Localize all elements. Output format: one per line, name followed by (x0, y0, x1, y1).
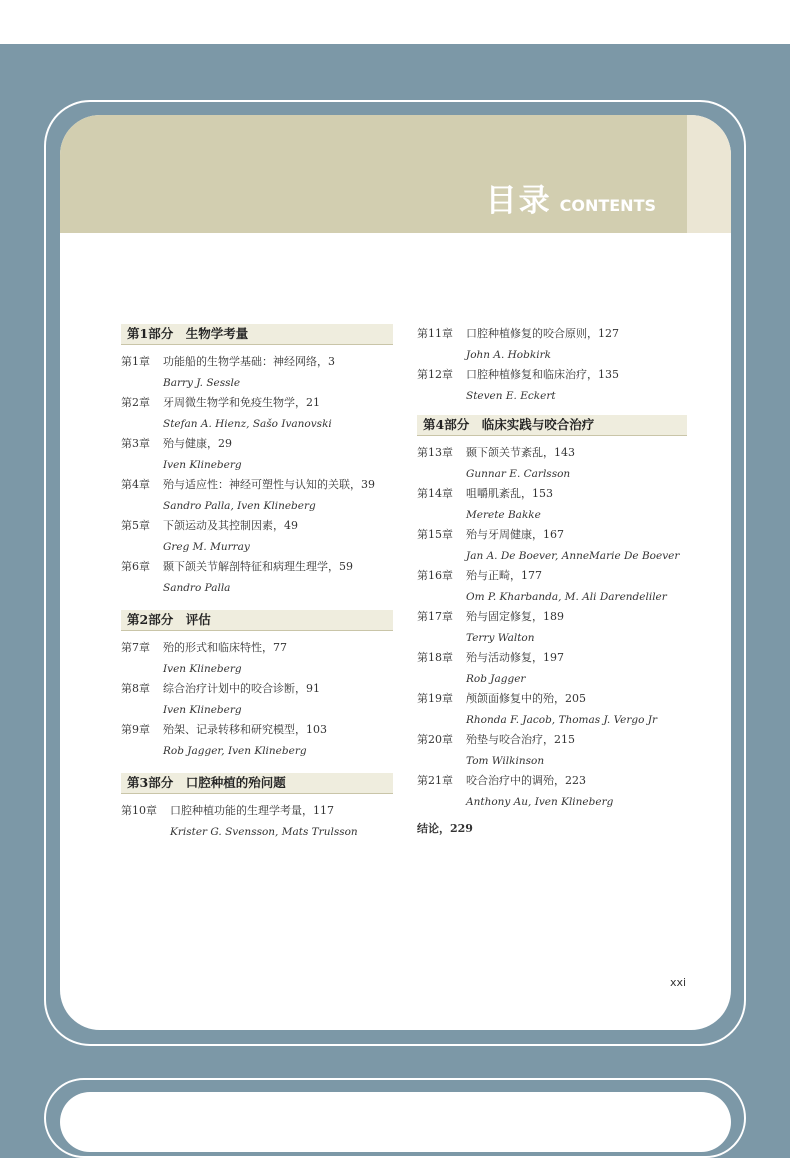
chapter-number: 第4章 (121, 478, 150, 491)
chapter-entry[interactable] (417, 607, 687, 628)
chapter-author: Tom Wilkinson (466, 754, 545, 767)
chapter-number: 第11章 (417, 327, 453, 340)
chapter-author: Barry J. Sessle (163, 376, 241, 389)
chapter-title: 殆与牙周健康，167 (466, 528, 564, 541)
chapter-number: 第19章 (417, 692, 453, 705)
conclusion-entry[interactable]: 结论，229 (417, 822, 473, 835)
chapter-title: 口腔种植修复的咬合原则，127 (466, 327, 619, 340)
chapter-entry[interactable] (121, 352, 393, 373)
right-column (417, 324, 687, 840)
chapter-author: Sandro Palla, Iven Klineberg (163, 499, 316, 512)
chapter-author: Om P. Kharbanda, M. Ali Darendeliler (466, 590, 667, 603)
chapter-number: 第14章 (417, 487, 453, 500)
chapter-number: 第21章 (417, 774, 453, 787)
chapter-number: 第5章 (121, 519, 150, 532)
chapter-number: 第16章 (417, 569, 453, 582)
chapter-title: 殆与活动修复，197 (466, 651, 564, 664)
chapter-entry[interactable] (417, 689, 687, 710)
chapter-entry[interactable] (417, 730, 687, 751)
chapter-entry[interactable] (121, 393, 393, 414)
chapter-author: John A. Hobkirk (466, 348, 551, 361)
chapter-entry[interactable] (121, 801, 393, 822)
chapter-number: 第2章 (121, 396, 150, 409)
chapter-author: Merete Bakke (466, 508, 541, 521)
chapter-number: 第17章 (417, 610, 453, 623)
chapter-entry[interactable] (121, 475, 393, 496)
chapter-author: Greg M. Murray (163, 540, 250, 553)
chapter-entry[interactable] (417, 365, 687, 386)
chapter-entry[interactable] (121, 516, 393, 537)
chapter-number: 第1章 (121, 355, 150, 368)
chapter-entry[interactable] (417, 771, 687, 792)
header-tab (687, 115, 731, 233)
chapter-title: 颞下颌关节紊乱，143 (466, 446, 575, 459)
chapter-entry[interactable] (417, 324, 687, 345)
chapter-number: 第12章 (417, 368, 453, 381)
chapter-number: 第15章 (417, 528, 453, 541)
chapter-title: 综合治疗计划中的咬合诊断，91 (163, 682, 320, 695)
chapter-number: 第18章 (417, 651, 453, 664)
chapter-title: 口腔种植功能的生理学考量，117 (170, 804, 334, 817)
chapter-title: 咀嚼肌紊乱，153 (466, 487, 553, 500)
chapter-entry[interactable] (417, 525, 687, 546)
chapter-title: 颞下颌关节解剖特征和病理生理学，59 (163, 560, 353, 573)
title-english: CONTENTS (559, 196, 656, 215)
chapter-author: Iven Klineberg (163, 458, 242, 471)
chapter-title: 殆与健康，29 (163, 437, 232, 450)
chapter-number: 第7章 (121, 641, 150, 654)
chapter-title: 殆架、记录转移和研究模型，103 (163, 723, 327, 736)
chapter-number: 第3章 (121, 437, 150, 450)
chapter-number: 第13章 (417, 446, 453, 459)
top-white-strip (0, 0, 790, 44)
page-title (486, 175, 656, 220)
chapter-author: Krister G. Svensson, Mats Trulsson (170, 825, 358, 838)
chapter-title: 殆与适应性：神经可塑性与认知的关联，39 (163, 478, 375, 491)
chapter-title: 殆垫与咬合治疗，215 (466, 733, 575, 746)
part-heading: 第2部分 评估 (121, 610, 393, 631)
chapter-author: Stefan A. Hienz, Sašo Ivanovski (163, 417, 332, 430)
chapter-author: Rob Jagger (466, 672, 526, 685)
part-heading: 第4部分 临床实践与咬合治疗 (417, 415, 687, 436)
chapter-entry[interactable] (121, 557, 393, 578)
chapter-number: 第20章 (417, 733, 453, 746)
spacer (417, 406, 687, 415)
chapter-entry[interactable] (121, 720, 393, 741)
chapter-author: Terry Walton (466, 631, 535, 644)
chapter-author: Iven Klineberg (163, 662, 242, 675)
next-card (60, 1092, 731, 1152)
spacer (121, 761, 393, 773)
chapter-title: 殆与正畸，177 (466, 569, 542, 582)
chapter-entry[interactable] (417, 484, 687, 505)
chapter-title: 下颌运动及其控制因素，49 (163, 519, 298, 532)
part-heading: 第1部分 生物学考量 (121, 324, 393, 345)
contents-page (60, 115, 731, 1030)
part-heading: 第3部分 口腔种植的殆问题 (121, 773, 393, 794)
chapter-author: Jan A. De Boever, AnneMarie De Boever (466, 549, 680, 562)
chapter-author: Rob Jagger, Iven Klineberg (163, 744, 307, 757)
chapter-entry[interactable] (121, 638, 393, 659)
chapter-number: 第8章 (121, 682, 150, 695)
title-chinese: 目录 (485, 183, 552, 219)
chapter-title: 牙周微生物学和免疫生物学，21 (163, 396, 320, 409)
chapter-entry[interactable] (121, 679, 393, 700)
left-column (121, 324, 393, 842)
chapter-title: 殆的形式和临床特性，77 (163, 641, 287, 654)
chapter-entry[interactable] (121, 434, 393, 455)
chapter-entry[interactable] (417, 566, 687, 587)
page-number: xxi (670, 976, 687, 989)
chapter-author: Iven Klineberg (163, 703, 242, 716)
chapter-author: Rhonda F. Jacob, Thomas J. Vergo Jr (466, 713, 658, 726)
chapter-author: Anthony Au, Iven Klineberg (466, 795, 614, 808)
chapter-title: 颅颌面修复中的殆，205 (466, 692, 586, 705)
chapter-title: 功能船的生物学基础：神经网络，3 (163, 355, 335, 368)
chapter-number: 第6章 (121, 560, 150, 573)
chapter-author: Steven E. Eckert (466, 389, 556, 402)
chapter-author: Gunnar E. Carlsson (466, 467, 571, 480)
chapter-author: Sandro Palla (163, 581, 231, 594)
chapter-title: 咬合治疗中的调殆，223 (466, 774, 586, 787)
spacer (121, 598, 393, 610)
chapter-entry[interactable] (417, 443, 687, 464)
chapter-number: 第10章 (121, 804, 157, 817)
chapter-title: 口腔种植修复和临床治疗，135 (466, 368, 619, 381)
chapter-entry[interactable] (417, 648, 687, 669)
chapter-number: 第9章 (121, 723, 150, 736)
chapter-title: 殆与固定修复，189 (466, 610, 564, 623)
